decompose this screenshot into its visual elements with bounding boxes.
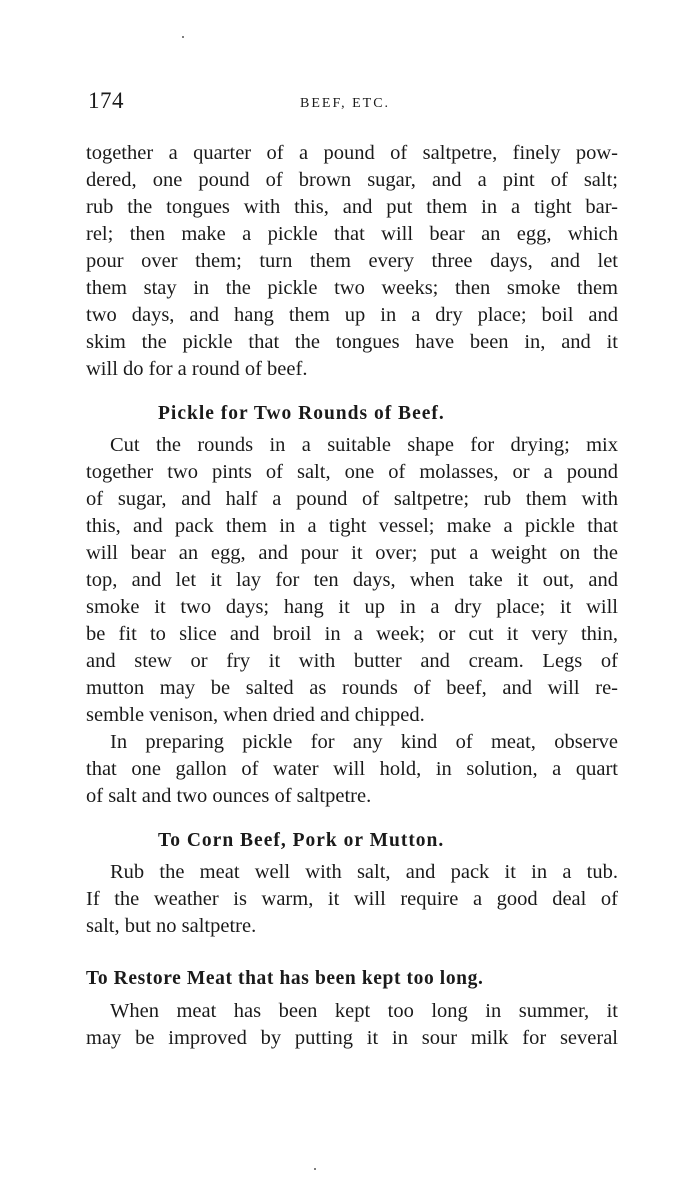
text-line: of sugar, and half a pound of saltpetre; rub them with <box>86 488 618 510</box>
recipe-heading: To Corn Beef, Pork or Mutton. <box>158 830 445 851</box>
text-line: top, and let it lay for ten days, when take it out, and <box>86 569 618 591</box>
text-line: together a quarter of a pound of saltpetre, finely pow- <box>86 142 618 164</box>
text-line: that one gallon of water will hold, in solution, a quart <box>86 758 618 780</box>
running-head: BEEF, ETC. <box>300 96 391 111</box>
page-body <box>86 140 618 1052</box>
text-line: Cut the rounds in a suitable shape for drying; mix <box>110 434 618 456</box>
page-header <box>88 88 618 118</box>
print-speck <box>182 36 184 38</box>
text-line: pour over them; turn them every three days, and let <box>86 250 618 272</box>
continuation-paragraph <box>86 140 618 383</box>
text-line: In preparing pickle for any kind of meat, observe <box>110 731 618 753</box>
text-line: may be improved by putting it in sour milk for several <box>86 1027 618 1049</box>
paragraph <box>86 729 618 810</box>
text-line: smoke it two days; hang it up in a dry place; it will <box>86 596 618 618</box>
text-line: will bear an egg, and pour it over; put a weight on the <box>86 542 618 564</box>
recipe-section <box>86 964 618 1052</box>
text-line: rel; then make a pickle that will bear an egg, which <box>86 223 618 245</box>
text-line: of salt and two ounces of saltpetre. <box>86 785 372 807</box>
text-line: dered, one pound of brown sugar, and a pint of salt; <box>86 169 618 191</box>
paragraph <box>86 998 618 1052</box>
text-line: mutton may be salted as rounds of beef, and will re- <box>86 677 618 699</box>
print-speck <box>314 1168 316 1170</box>
text-line: two days, and hang them up in a dry place; boil and <box>86 304 618 326</box>
text-line: together two pints of salt, one of molasses, or a pound <box>86 461 618 483</box>
text-line: skim the pickle that the tongues have been in, and it <box>86 331 618 353</box>
recipe-heading: Pickle for Two Rounds of Beef. <box>158 403 445 424</box>
text-line: and stew or fry it with butter and cream. Legs of <box>86 650 618 672</box>
text-line: If the weather is warm, it will require a good deal of <box>86 888 618 910</box>
text-line: be fit to slice and broil in a week; or cut it very thin, <box>86 623 618 645</box>
text-line: this, and pack them in a tight vessel; make a pickle that <box>86 515 618 537</box>
paragraph <box>86 859 618 940</box>
text-line: them stay in the pickle two weeks; then smoke them <box>86 277 618 299</box>
recipe-section <box>86 399 618 810</box>
text-line: semble venison, when dried and chipped. <box>86 704 425 726</box>
text-line: salt, but no saltpetre. <box>86 915 257 937</box>
text-line: Rub the meat well with salt, and pack it in a tub. <box>110 861 618 883</box>
text-line: rub the tongues with this, and put them in a tight bar- <box>86 196 618 218</box>
recipe-section <box>86 826 618 940</box>
text-line: will do for a round of beef. <box>86 358 308 380</box>
paragraph <box>86 432 618 729</box>
page-number: 174 <box>88 88 124 113</box>
text-line: When meat has been kept too long in summer, it <box>110 1000 618 1022</box>
recipe-heading: To Restore Meat that has been kept too long. <box>86 968 484 989</box>
